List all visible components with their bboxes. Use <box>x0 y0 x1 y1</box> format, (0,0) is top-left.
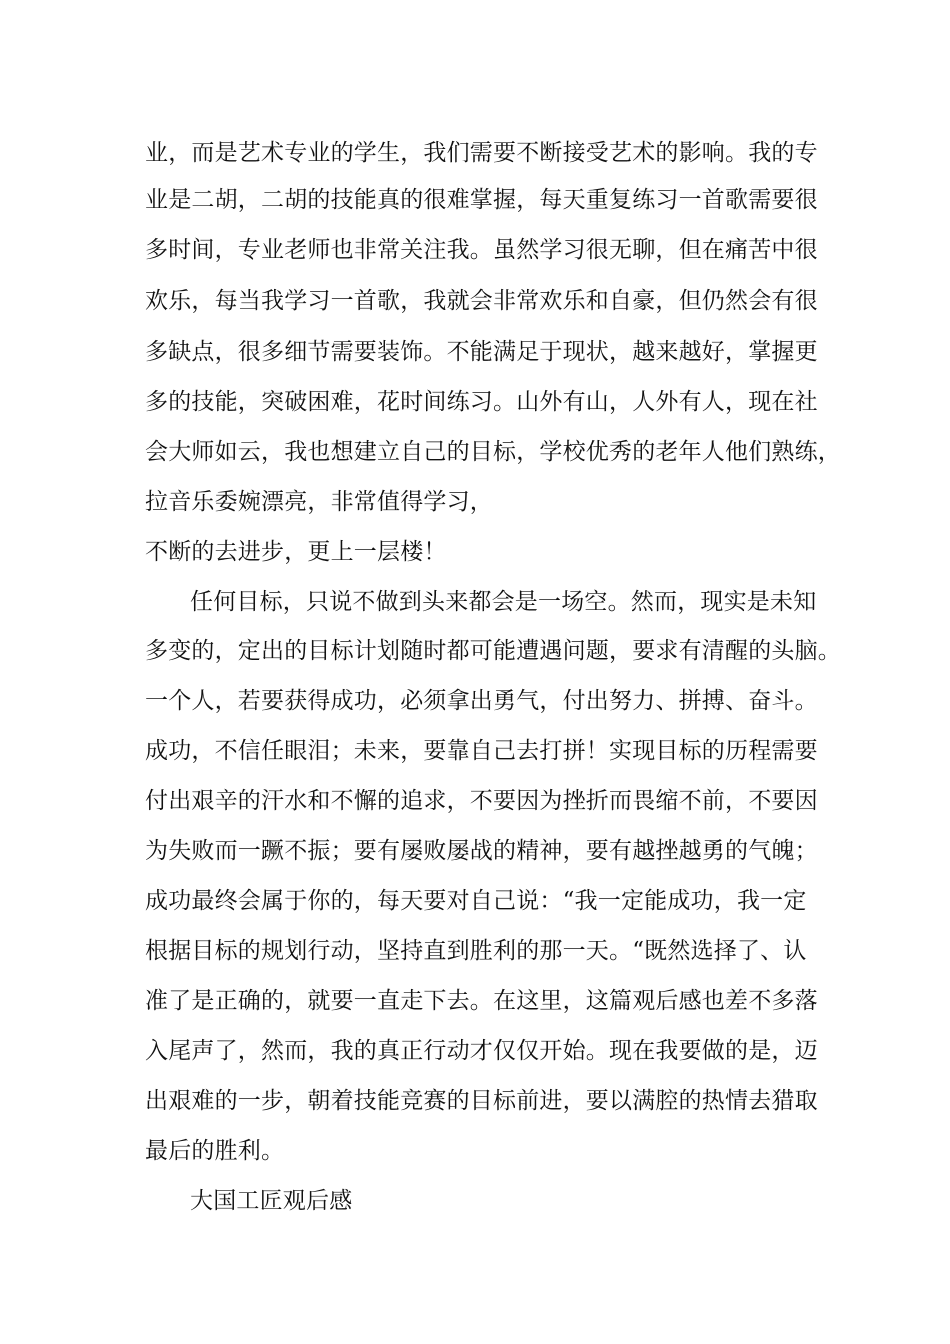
paragraph-line: 会大师如云，我也想建立自己的目标，学校优秀的老年人他们熟练， <box>145 439 841 465</box>
paragraph-line: 入尾声了，然而，我的真正行动才仅仅开始。现在我要做的是，迈 <box>145 1038 818 1064</box>
paragraph-line: 业是二胡，二胡的技能真的很难掌握，每天重复练习一首歌需要很 <box>145 187 818 213</box>
paragraph-line: 多缺点，很多细节需要装饰。不能满足于现状，越来越好，掌握更 <box>145 339 818 365</box>
paragraph-line: 付出艰辛的汗水和不懈的追求，不要因为挫折而畏缩不前，不要因 <box>145 788 818 814</box>
paragraph-line: 欢乐，每当我学习一首歌，我就会非常欢乐和自豪，但仍然会有很 <box>145 288 818 314</box>
paragraph-line: 拉音乐委婉漂亮，非常值得学习， <box>145 489 493 515</box>
paragraph-line: 成功最终会属于你的，每天要对自己说：“我一定能成功，我一定 <box>145 888 807 914</box>
section-heading: 大国工匠观后感 <box>190 1188 353 1214</box>
paragraph-line: 业，而是艺术专业的学生，我们需要不断接受艺术的影响。我的专 <box>145 140 818 166</box>
paragraph-line: 多变的，定出的目标计划随时都可能遭遇问题，要求有清醒的头脑。 <box>145 638 841 664</box>
paragraph-line: 出艰难的一步，朝着技能竞赛的目标前进，要以满腔的热情去猎取 <box>145 1088 818 1114</box>
paragraph-line: 为失败而一蹶不振；要有屡败屡战的精神，要有越挫越勇的气魄； <box>145 838 818 864</box>
paragraph-line: 不断的去进步，更上一层楼！ <box>145 539 447 565</box>
paragraph-line: 多时间，专业老师也非常关注我。虽然学习很无聊，但在痛苦中很 <box>145 237 818 263</box>
paragraph-line: 根据目标的规划行动，坚持直到胜利的那一天。“既然选择了、认 <box>145 938 807 964</box>
paragraph-line: 成功，不信任眼泪；未来，要靠自己去打拼！实现目标的历程需要 <box>145 738 818 764</box>
paragraph-line: 任何目标，只说不做到头来都会是一场空。然而，现实是未知 <box>190 589 817 615</box>
paragraph-line: 准了是正确的，就要一直走下去。在这里，这篇观后感也差不多落 <box>145 988 818 1014</box>
paragraph-line: 最后的胜利。 <box>145 1138 285 1164</box>
paragraph-line: 多的技能，突破困难，花时间练习。山外有山，人外有人，现在社 <box>145 389 818 415</box>
paragraph-line: 一个人，若要获得成功，必须拿出勇气，付出努力、拼搏、奋斗。 <box>145 688 818 714</box>
